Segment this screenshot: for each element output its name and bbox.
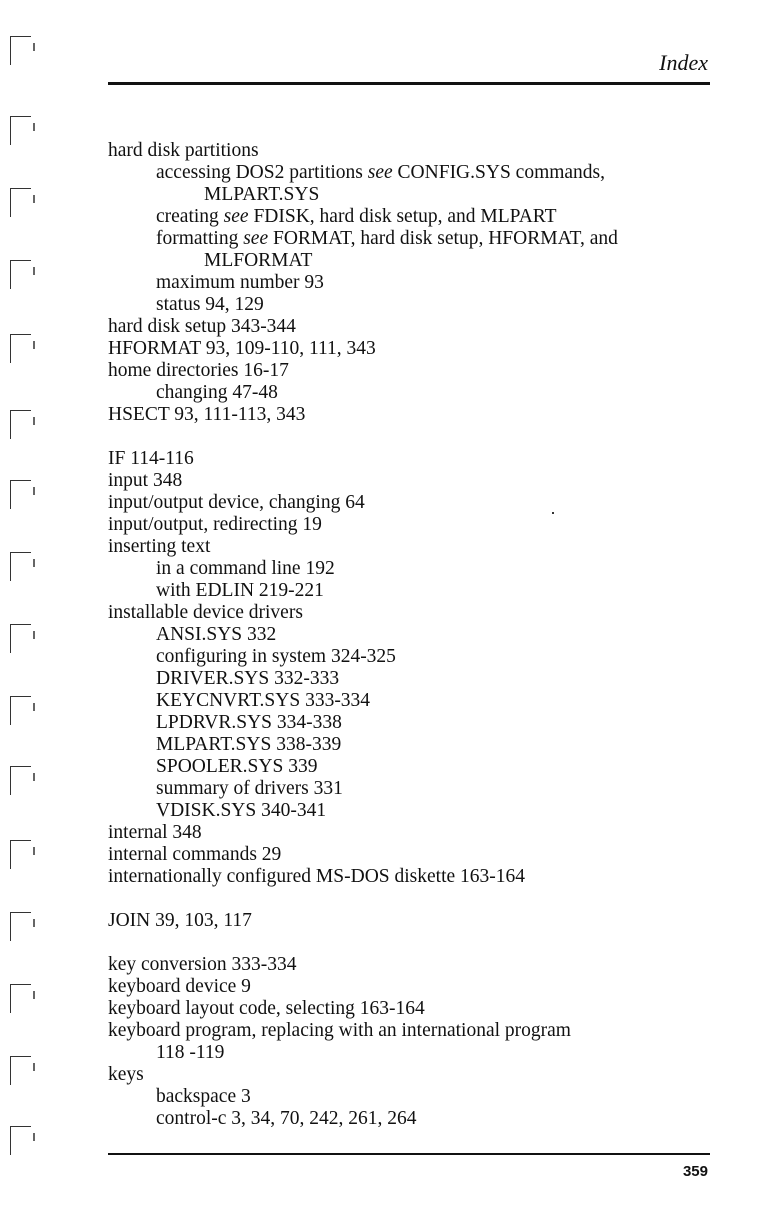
page-number: 359 [682, 1163, 708, 1180]
index-continuation: MLFORMAT [204, 250, 313, 271]
index-entry: home directories 16-17 [108, 360, 289, 381]
section-gap [108, 932, 718, 954]
section-gap [108, 426, 718, 448]
index-subentry: DRIVER.SYS 332-333 [156, 668, 340, 689]
index-subentry: with EDLIN 219-221 [156, 580, 324, 601]
index-subentry: status 94, 129 [156, 294, 264, 315]
index-subentry: creating see FDISK, hard disk setup, and MLPART [156, 206, 557, 227]
index-entry: input/output, redirecting 19 [108, 514, 322, 535]
index-entry: installable device drivers [108, 602, 303, 623]
index-continuation: 118 -119 [156, 1042, 225, 1063]
index-entry: HFORMAT 93, 109-110, 111, 343 [108, 338, 376, 359]
index-subentry: backspace 3 [156, 1086, 251, 1107]
index-subentry: maximum number 93 [156, 272, 324, 293]
binding-edge-marks [0, 0, 60, 1215]
index-subentry: summary of drivers 331 [156, 778, 343, 799]
index-entry: HSECT 93, 111-113, 343 [108, 404, 306, 425]
index-entry: input/output device, changing 64 [108, 492, 365, 513]
index-entry: input 348 [108, 470, 183, 491]
index-subentry: changing 47-48 [156, 382, 278, 403]
index-entry: keyboard layout code, selecting 163-164 [108, 998, 425, 1019]
index-subentry: formatting see FORMAT, hard disk setup, HFORMAT, and [156, 228, 618, 249]
index-subentry: ANSI.SYS 332 [156, 624, 277, 645]
index-subentry: accessing DOS2 partitions see CONFIG.SYS commands, [156, 162, 606, 183]
footer-rule [108, 1153, 710, 1155]
page-header-title: Index [659, 50, 708, 75]
index-entry: hard disk setup 343-344 [108, 316, 296, 337]
index-subentry: SPOOLER.SYS 339 [156, 756, 318, 777]
index-entries [108, 140, 718, 1130]
scan-speck [552, 512, 554, 514]
index-entry: inserting text [108, 536, 211, 557]
index-subentry: LPDRVR.SYS 334-338 [156, 712, 342, 733]
index-entry: keyboard program, replacing with an international program [108, 1020, 571, 1041]
index-entry: key conversion 333-334 [108, 954, 297, 975]
index-subentry: in a command line 192 [156, 558, 335, 579]
index-entry: internationally configured MS-DOS diskette 163-164 [108, 866, 526, 887]
index-continuation: MLPART.SYS [204, 184, 320, 205]
index-entry: internal 348 [108, 822, 202, 843]
index-entry: keyboard device 9 [108, 976, 251, 997]
header-rule [108, 82, 710, 85]
index-subentry: configuring in system 324-325 [156, 646, 396, 667]
index-subentry: VDISK.SYS 340-341 [156, 800, 327, 821]
index-subentry: control-c 3, 34, 70, 242, 261, 264 [156, 1108, 417, 1129]
section-gap [108, 888, 718, 910]
index-entry: keys [108, 1064, 144, 1085]
index-entry: hard disk partitions [108, 140, 259, 161]
index-entry: JOIN 39, 103, 117 [108, 910, 252, 931]
index-subentry: MLPART.SYS 338-339 [156, 734, 342, 755]
index-entry: internal commands 29 [108, 844, 282, 865]
index-entry: IF 114-116 [108, 448, 194, 469]
index-subentry: KEYCNVRT.SYS 333-334 [156, 690, 371, 711]
